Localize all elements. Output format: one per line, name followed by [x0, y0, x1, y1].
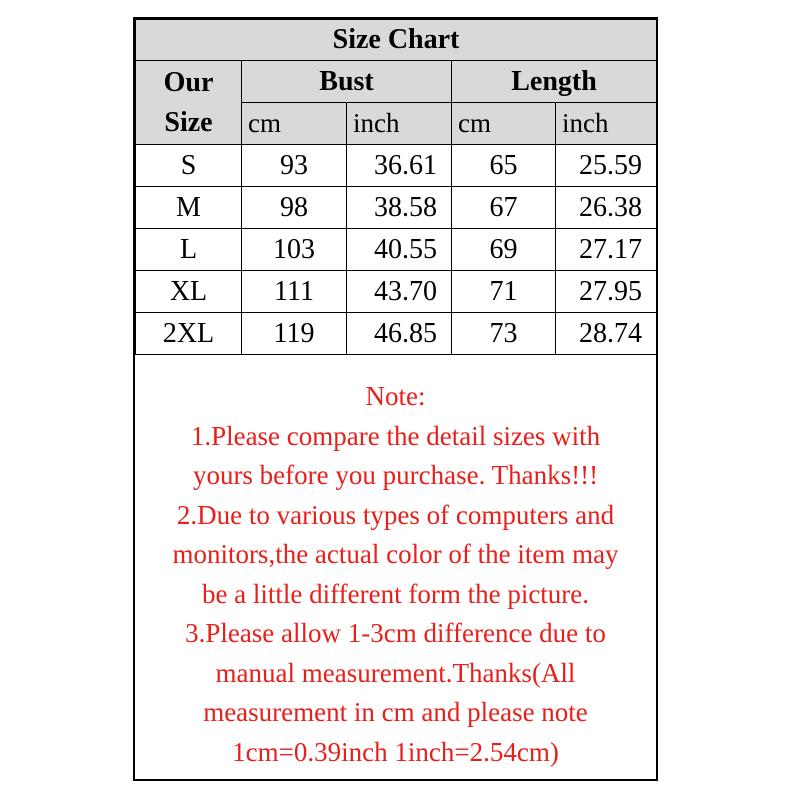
size-cell: L — [136, 229, 242, 271]
bust-inch-unit: inch — [347, 103, 452, 145]
size-chart — [133, 17, 658, 781]
chart-title: Size Chart — [136, 20, 657, 61]
length-cm-cell: 71 — [452, 271, 556, 313]
note-line: manual measurement.Thanks(All — [215, 657, 576, 688]
size-cell: 2XL — [136, 313, 242, 355]
table-row — [136, 145, 657, 187]
size-cell: M — [136, 187, 242, 229]
note-line: 1.Please compare the detail sizes with — [190, 420, 601, 451]
note-line: 1cm=0.39inch 1inch=2.54cm) — [232, 736, 559, 767]
note-line: 3.Please allow 1-3cm difference due to — [185, 618, 606, 648]
length-inch-cell: 25.59 — [556, 145, 657, 187]
size-cell: S — [136, 145, 242, 187]
length-cm-unit: cm — [452, 103, 556, 145]
bust-inch-cell: 40.55 — [347, 229, 452, 271]
length-cm-cell: 67 — [452, 187, 556, 229]
length-inch-cell: 28.74 — [556, 313, 657, 355]
our-size-header — [136, 61, 242, 145]
note-line: be a little different form the picture. — [201, 578, 590, 609]
length-cm-cell: 69 — [452, 229, 556, 271]
table-row — [136, 271, 657, 313]
note-line: monitors,the actual color of the item may — [172, 539, 619, 569]
length-inch-cell: 27.17 — [556, 229, 657, 271]
bust-inch-cell: 36.61 — [347, 145, 452, 187]
bust-cm-cell: 111 — [242, 271, 347, 313]
note-line: 2.Due to various types of computers and — [176, 499, 615, 530]
note-line: measurement in cm and please note — [203, 697, 588, 727]
length-cm-cell: 73 — [452, 313, 556, 355]
note-line: yours before you purchase. Thanks!!! — [192, 460, 599, 490]
header-row — [136, 61, 657, 103]
size-table — [135, 19, 657, 355]
bust-cm-unit: cm — [242, 103, 347, 145]
bust-inch-cell: 43.70 — [347, 271, 452, 313]
length-inch-unit: inch — [556, 103, 657, 145]
bust-cm-cell: 103 — [242, 229, 347, 271]
note-section — [135, 347, 656, 779]
size-cell: XL — [136, 271, 242, 313]
table-row — [136, 229, 657, 271]
our-size-header-line1: Our — [163, 66, 214, 98]
length-header: Length — [452, 61, 657, 103]
bust-cm-cell: 98 — [242, 187, 347, 229]
bust-cm-cell: 119 — [242, 313, 347, 355]
bust-inch-cell: 46.85 — [347, 313, 452, 355]
our-size-header-line2: Size — [164, 106, 213, 138]
length-inch-cell: 26.38 — [556, 187, 657, 229]
bust-cm-cell: 93 — [242, 145, 347, 187]
length-cm-cell: 65 — [452, 145, 556, 187]
bust-inch-cell: 38.58 — [347, 187, 452, 229]
note-heading: Note: — [365, 381, 426, 411]
length-inch-cell: 27.95 — [556, 271, 657, 313]
bust-header: Bust — [242, 61, 452, 103]
title-row — [136, 20, 657, 61]
table-row — [136, 187, 657, 229]
